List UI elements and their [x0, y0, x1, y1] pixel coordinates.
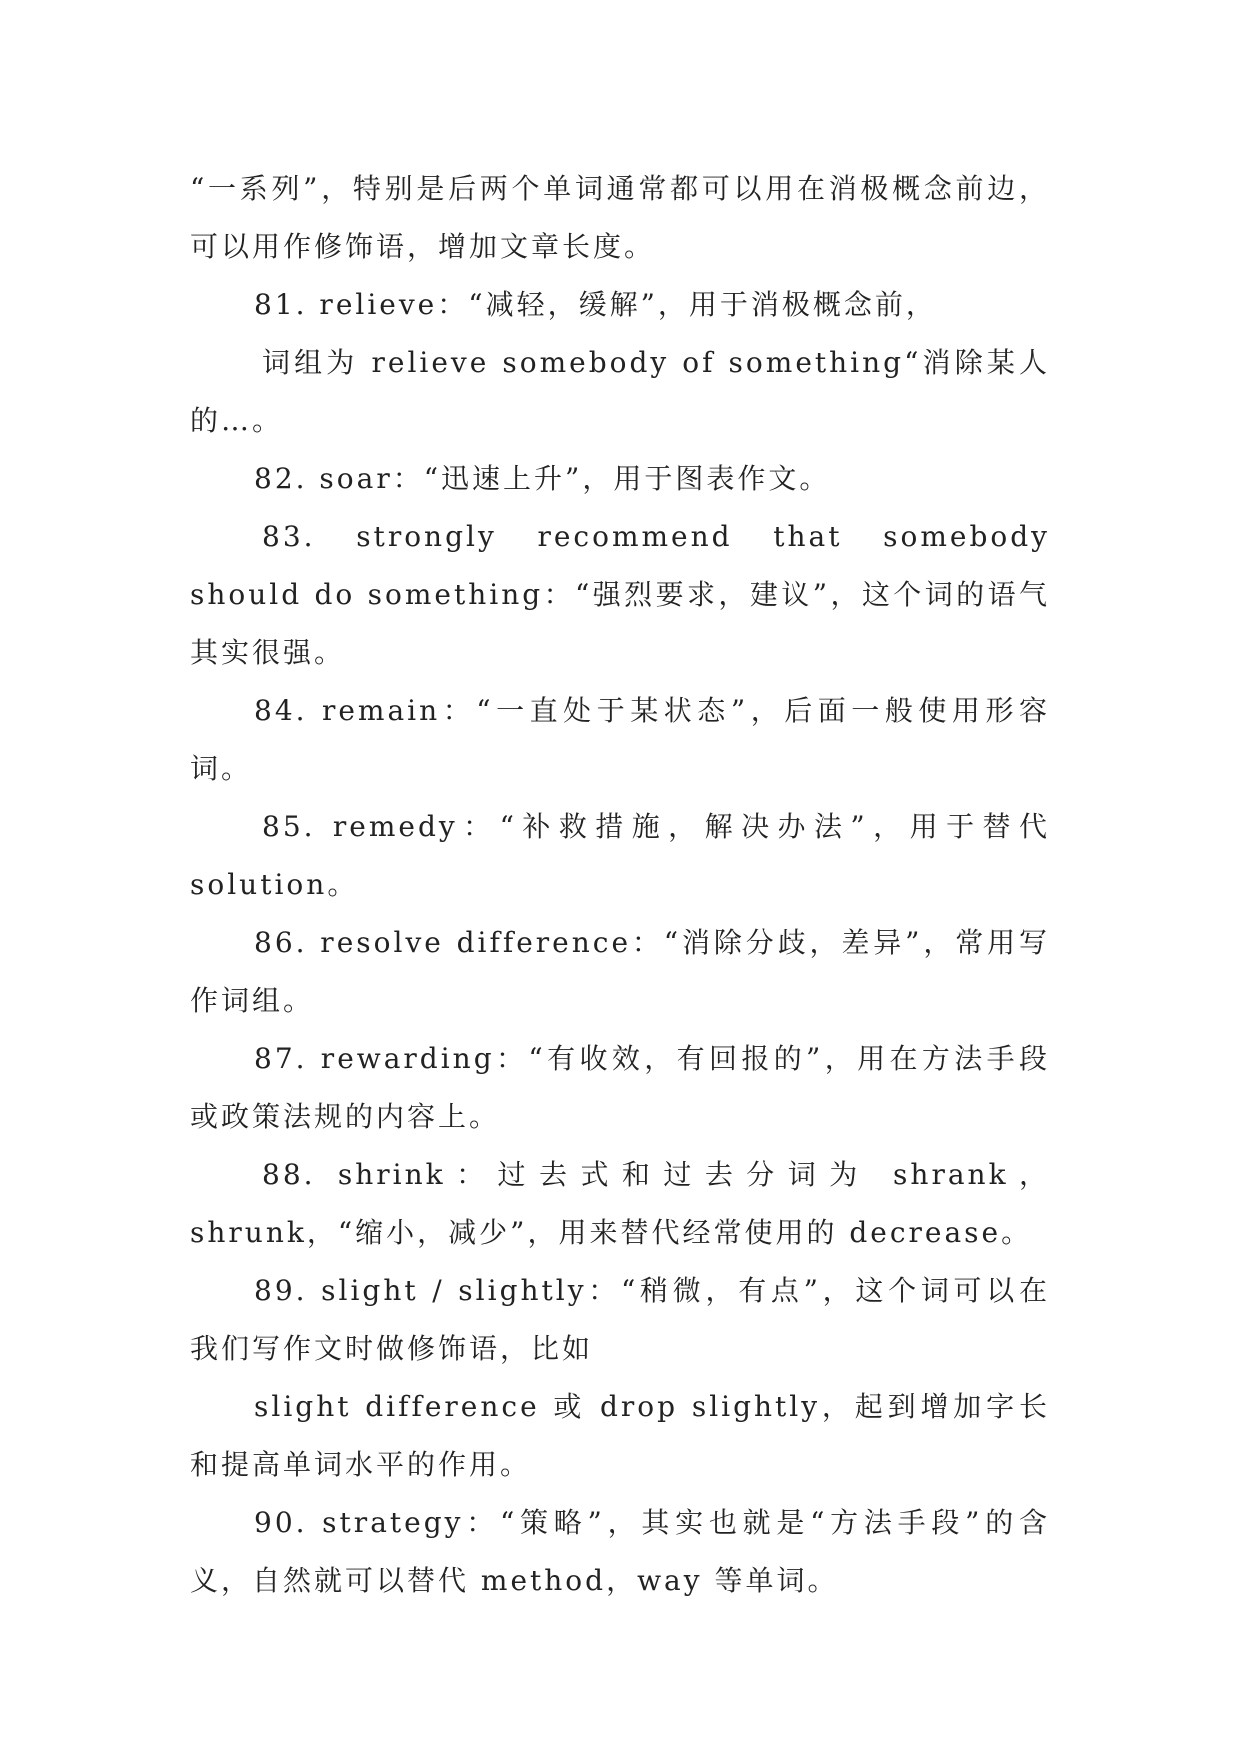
paragraph-89: 89. slight / slightly：“稍微，有点”，这个词可以在我们写作文时做修饰语，比如 [190, 1274, 1050, 1365]
paragraph-intro: “一系列”，特别是后两个单词通常都可以用在消极概念前边，可以用作修饰语，增加文章长度。 [190, 172, 1050, 263]
paragraph-82: 82. soar：“迅速上升”，用于图表作文。 [254, 462, 831, 495]
paragraph-88: 88. shrink：过去式和过去分词为 shrank，shrunk，“缩小，减少”，用来替代经常使用的 decrease。 [190, 1158, 1050, 1249]
paragraph-81: 81. relieve：“减轻，缓解”，用于消极概念前， [254, 288, 937, 321]
paragraph-90: 90. strategy：“策略”，其实也就是“方法手段”的含义，自然就可以替代 method，way 等单词。 [190, 1506, 1050, 1597]
paragraph-84: 84. remain：“一直处于某状态”，后面一般使用形容词。 [190, 694, 1050, 785]
paragraph-87: 87. rewarding：“有收效，有回报的”，用在方法手段或政策法规的内容上。 [190, 1042, 1050, 1133]
paragraph-81-phrase: 词组为 relieve somebody of something“消除某人的…。 [190, 346, 1050, 437]
paragraph-86: 86. resolve difference：“消除分歧，差异”，常用写作词组。 [190, 926, 1050, 1017]
paragraph-89-example: slight difference 或 drop slightly，起到增加字长和提高单词水平的作用。 [190, 1390, 1050, 1481]
paragraph-85: 85. remedy：“补救措施，解决办法”，用于替代 solution。 [190, 810, 1050, 901]
paragraph-83: 83. strongly recommend that somebody should do something：“强烈要求，建议”，这个词的语气其实很强。 [190, 520, 1050, 669]
document-body [190, 160, 1050, 1610]
